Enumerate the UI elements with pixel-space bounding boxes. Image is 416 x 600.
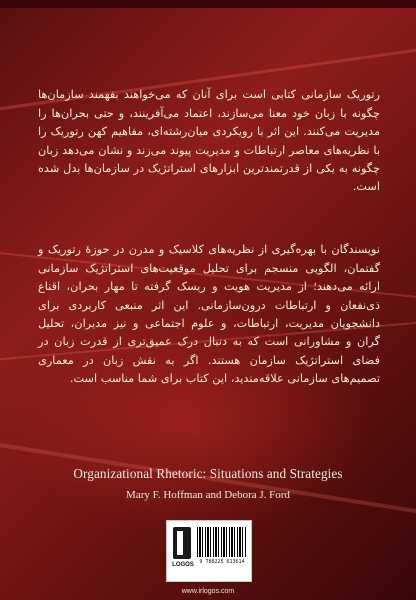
top-dark-band [0, 0, 416, 8]
isbn-digits: 9 786225 613614 [199, 559, 245, 565]
english-book-title: Organizational Rhetoric: Situations and Strategies [73, 466, 343, 481]
publisher-logo-text: LOGOS [172, 562, 194, 568]
publisher-logo-icon [173, 527, 191, 559]
isbn-barcode [197, 527, 247, 557]
english-book-authors: Mary F. Hoffman and Debora J. Ford [126, 489, 290, 501]
description-paragraph-2: نویسندگان با بهره‌گیری از نظریه‌های کلاسیک و مدرن در حوزهٔ رتوریک و گفتمان، الگویی منسجم برای تحلیل موقعیت‌های استراتژیک سازمانی ارائه می‌دهند؛ از مدیریت هویت و ریسک گرفته تا مهار بحران، اقناع ذی‌نفعان و ارتباطات درون‌سازمانی. این اثر منبعی کاربردی برای دانشجویان مدیریت، ارتباطات، و علوم اجتماعی و نیز مدیران، تحلیل گران و مشاورانی است که به دنبال درک عمیق‌تری از قدرت زبان در فضای استراتژیک سازمان هستند. اگر به نقش زبان در معماری تصمیم‌های سازمانی علاقه‌مندید، این کتاب برای شما مناسب است. [38, 243, 380, 386]
barcode-panel [166, 520, 252, 582]
publisher-website: www.irlogos.com [181, 588, 235, 595]
description-paragraph-1: رتوریک سازمانی کتابی است برای آنان که می‌خواهند بفهمند سازمان‌ها چگونه با زبان خود معنا می‌سازند، اعتماد می‌آفرینند، و حتی بحران‌ها را مدیریت می‌کنند. این اثر با رویکردی میان‌رشته‌ای، مفاهیم کهن رتوریک را با نظریه‌های معاصر ارتباطات و مدیریت پیوند می‌زند و نشان می‌دهد زبان چگونه به یکی از قدرتمندترین ابزارهای استراتژیک در سازمان‌ها بدل شده است. [38, 88, 380, 194]
